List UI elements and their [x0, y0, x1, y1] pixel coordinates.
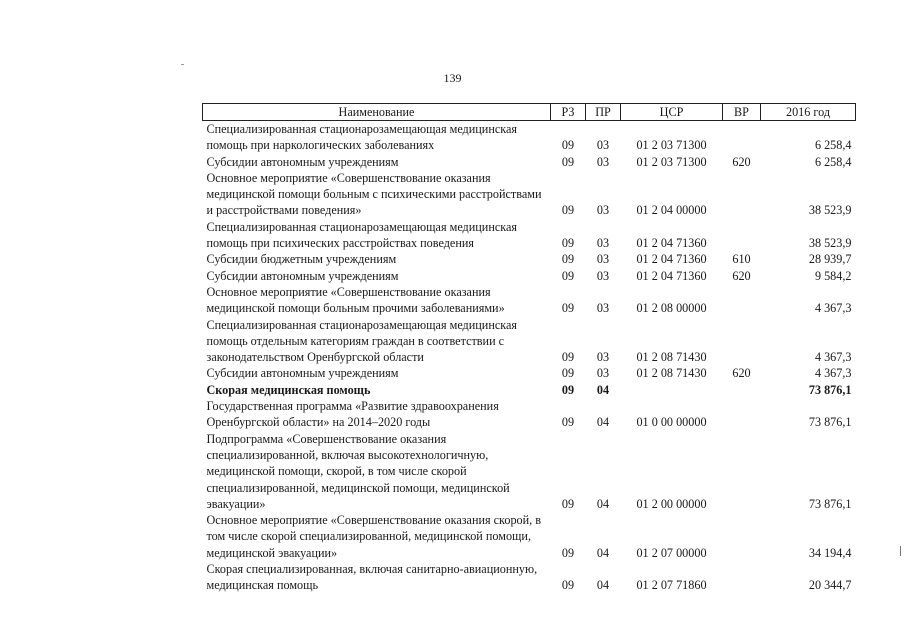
cell-vr [723, 219, 761, 252]
cell-sum: 20 344,7 [808, 578, 852, 593]
cell-rz: 09 [561, 154, 575, 169]
cell-sum: 73 876,1 [808, 496, 852, 511]
cell-csr: 01 2 03 71300 [636, 154, 707, 169]
cell-name: Основное мероприятие «Совершенствование оказания медицинской помощи больным с психическими расстройствами и расстройствами поведения» [206, 170, 542, 218]
cell-csr: 01 2 04 71360 [636, 268, 707, 283]
cell-sum: 28 939,7 [808, 252, 852, 267]
cell-vr [723, 512, 761, 561]
cell-pr: 04 [596, 545, 610, 560]
cell-name: Субсидии автономным учреждениям [206, 268, 399, 283]
cell-sum: 4 367,3 [814, 301, 852, 316]
table-row [203, 317, 856, 366]
cell-csr: 01 2 07 00000 [636, 545, 707, 560]
header-pr: ПР [586, 104, 621, 121]
header-name: Наименование [203, 104, 551, 121]
cell-sum: 73 876,1 [808, 382, 852, 397]
table-row [203, 284, 856, 317]
cell-name: Основное мероприятие «Совершенствование оказания скорой, в том числе скорой специализированной, медицинской помощи, медицинской эвакуации» [206, 513, 542, 560]
cell-name: Специализированная стационарозамещающая медицинская помощь при наркологических заболеваниях [206, 122, 518, 153]
cell-name: Субсидии автономным учреждениям [206, 154, 399, 169]
cell-rz: 09 [561, 382, 575, 397]
cell-vr: 620 [732, 268, 751, 283]
cell-sum: 73 876,1 [808, 415, 852, 430]
budget-table [202, 103, 856, 594]
cell-pr: 04 [596, 496, 610, 511]
cell-csr: 01 2 07 71860 [636, 578, 707, 593]
table-row [203, 365, 856, 381]
cell-csr: 01 0 00 00000 [636, 415, 707, 430]
table-row [203, 154, 856, 170]
cell-csr: 01 2 04 00000 [636, 203, 707, 218]
cell-rz: 09 [561, 545, 575, 560]
cell-pr: 04 [596, 578, 610, 593]
cell-vr [723, 121, 761, 154]
cell-csr: 01 2 04 71360 [636, 236, 707, 251]
cell-name: Субсидии бюджетным учреждениям [206, 252, 397, 267]
cell-csr: 01 2 04 71360 [636, 252, 707, 267]
table-header [203, 104, 856, 121]
cell-name: Скорая медицинская помощь [206, 382, 371, 397]
table-row [203, 512, 856, 561]
table-row [203, 398, 856, 431]
cell-csr [621, 382, 723, 398]
cell-name: Специализированная стационарозамещающая медицинская помощь отдельным категориям граждан в соответствии с законодательством Оренбургской области [206, 317, 518, 365]
header-rz: РЗ [551, 104, 586, 121]
header-row [203, 104, 856, 121]
cell-vr [723, 398, 761, 431]
cell-sum: 4 367,3 [814, 366, 852, 381]
header-sum: 2016 год [761, 104, 856, 121]
cell-sum: 34 194,4 [808, 545, 852, 560]
cell-pr: 03 [596, 138, 610, 153]
table-row [203, 219, 856, 252]
cell-csr: 01 2 08 71430 [636, 350, 707, 365]
cell-pr: 03 [596, 268, 610, 283]
cell-name: Подпрограмма «Совершенствование оказания специализированной, включая высокотехнологичную, медицинской помощи, скорой, в том числе скорой специализированной, медицинской помощи, медицинской эвакуации» [206, 431, 510, 511]
cell-vr [723, 561, 761, 594]
cell-pr: 03 [596, 203, 610, 218]
header-csr: ЦСР [621, 104, 723, 121]
scan-speck [181, 64, 184, 65]
cell-rz: 09 [561, 268, 575, 283]
table-row [203, 561, 856, 594]
cell-pr: 03 [596, 236, 610, 251]
cell-name: Скорая специализированная, включая санитарно-авиационную, медицинская помощь [206, 562, 538, 593]
table-row [203, 121, 856, 154]
cell-sum: 38 523,9 [808, 236, 852, 251]
cell-rz: 09 [561, 236, 575, 251]
cell-rz: 09 [561, 138, 575, 153]
table-row [203, 431, 856, 512]
cell-sum: 4 367,3 [814, 350, 852, 365]
cell-pr: 03 [596, 350, 610, 365]
cell-sum: 6 258,4 [814, 154, 852, 169]
cell-vr [723, 431, 761, 512]
cell-csr: 01 2 08 71430 [636, 366, 707, 381]
cell-vr [723, 170, 761, 219]
cell-rz: 09 [561, 496, 575, 511]
cell-vr [723, 284, 761, 317]
cell-name: Основное мероприятие «Совершенствование оказания медицинской помощи больным прочими заболеваниями» [206, 284, 505, 316]
cell-sum: 9 584,2 [814, 268, 852, 283]
cell-name: Государственная программа «Развитие здравоохранения Оренбургской области» на 2014–2020 годы [206, 399, 499, 430]
cell-rz: 09 [561, 203, 575, 218]
cell-rz: 09 [561, 366, 575, 381]
header-vr: ВР [723, 104, 761, 121]
cell-rz: 09 [561, 415, 575, 430]
cell-pr: 03 [596, 366, 610, 381]
page-number: 139 [443, 71, 462, 85]
table-row [203, 170, 856, 219]
cell-csr: 01 2 00 00000 [636, 496, 707, 511]
cell-vr: 610 [732, 252, 751, 267]
cell-vr [723, 382, 761, 398]
cell-csr: 01 2 08 00000 [636, 301, 707, 316]
cell-pr: 03 [596, 154, 610, 169]
cell-vr [723, 317, 761, 366]
table-row [203, 268, 856, 284]
cell-pr: 04 [596, 382, 610, 397]
cell-csr: 01 2 03 71300 [636, 138, 707, 153]
cell-rz: 09 [561, 578, 575, 593]
cell-name: Субсидии автономным учреждениям [206, 366, 399, 381]
cell-vr: 620 [732, 366, 751, 381]
table-row [203, 382, 856, 398]
cell-rz: 09 [561, 301, 575, 316]
cell-pr: 03 [596, 252, 610, 267]
table-body [203, 121, 856, 594]
cell-sum: 6 258,4 [814, 138, 852, 153]
cell-name: Специализированная стационарозамещающая медицинская помощь при психических расстройствах поведения [206, 219, 518, 251]
cell-vr: 620 [732, 154, 751, 169]
cell-rz: 09 [561, 252, 575, 267]
table-row [203, 251, 856, 267]
cell-sum: 38 523,9 [808, 203, 852, 218]
cell-pr: 03 [596, 301, 610, 316]
scan-edge-mark [900, 546, 901, 556]
cell-pr: 04 [596, 415, 610, 430]
cell-rz: 09 [561, 350, 575, 365]
